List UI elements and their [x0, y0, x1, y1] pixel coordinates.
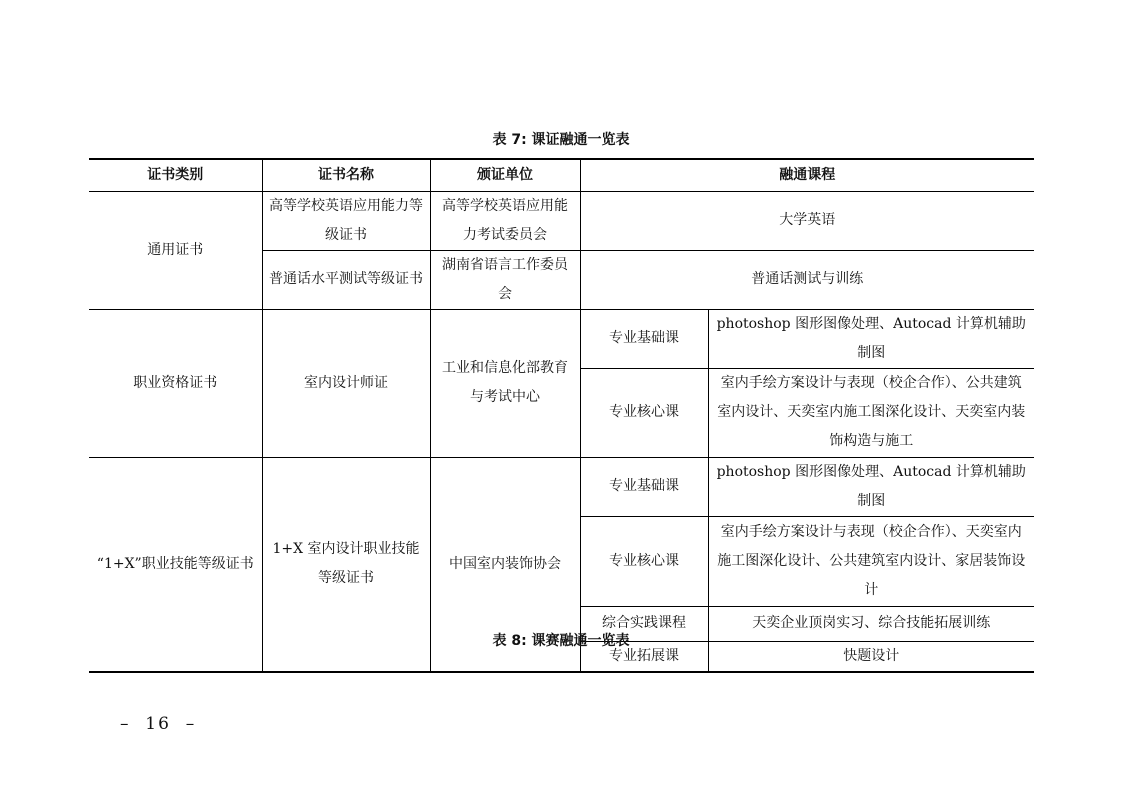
- cell-category: 通用证书: [89, 191, 262, 309]
- cell-course-type: 专业基础课: [580, 457, 708, 516]
- header-issuer: 颁证单位: [430, 159, 580, 191]
- header-cert-name: 证书名称: [262, 159, 430, 191]
- cell-courses: 普通话测试与训练: [580, 250, 1034, 309]
- cell-category: 职业资格证书: [89, 309, 262, 457]
- cell-issuer: 中国室内装饰协会: [430, 457, 580, 672]
- cell-issuer: 湖南省语言工作委员会: [430, 250, 580, 309]
- cell-course-type: 专业拓展课: [580, 641, 708, 672]
- header-category: 证书类别: [89, 159, 262, 191]
- table-row: [89, 191, 1034, 250]
- cell-courses: 快题设计: [708, 641, 1034, 672]
- cell-issuer: 高等学校英语应用能力考试委员会: [430, 191, 580, 250]
- cell-cert-name: 室内设计师证: [262, 309, 430, 457]
- cell-courses: photoshop 图形图像处理、Autocad 计算机辅助制图: [708, 309, 1034, 368]
- cell-courses: 室内手绘方案设计与表现（校企合作）、公共建筑室内设计、天奕室内施工图深化设计、天奕室内装饰构造与施工: [708, 368, 1034, 457]
- cell-courses: 天奕企业顶岗实习、综合技能拓展训练: [708, 606, 1034, 641]
- cell-issuer: 工业和信息化部教育与考试中心: [430, 309, 580, 457]
- table-row: [89, 457, 1034, 516]
- cell-courses: photoshop 图形图像处理、Autocad 计算机辅助制图: [708, 457, 1034, 516]
- page-number: – 16 –: [120, 714, 197, 734]
- cell-course-type: 综合实践课程: [580, 606, 708, 641]
- table-7-caption: 表 7: 课证融通一览表: [492, 132, 630, 148]
- cell-course-type: 专业核心课: [580, 368, 708, 457]
- table-8-caption: 表 8: 课赛融通一览表: [492, 633, 630, 649]
- table-header-row: [89, 159, 1034, 191]
- cell-cert-name: 高等学校英语应用能力等级证书: [262, 191, 430, 250]
- cell-cert-name: 1+X 室内设计职业技能等级证书: [262, 457, 430, 672]
- cell-cert-name: 普通话水平测试等级证书: [262, 250, 430, 309]
- cell-course-type: 专业基础课: [580, 309, 708, 368]
- cell-courses: 室内手绘方案设计与表现（校企合作）、天奕室内施工图深化设计、公共建筑室内设计、家居装饰设计: [708, 516, 1034, 606]
- header-courses: 融通课程: [580, 159, 1034, 191]
- table-row: [89, 309, 1034, 368]
- certificate-course-table: [89, 158, 1034, 673]
- cell-course-type: 专业核心课: [580, 516, 708, 606]
- cell-category: “1+X”职业技能等级证书: [89, 457, 262, 672]
- cell-courses: 大学英语: [580, 191, 1034, 250]
